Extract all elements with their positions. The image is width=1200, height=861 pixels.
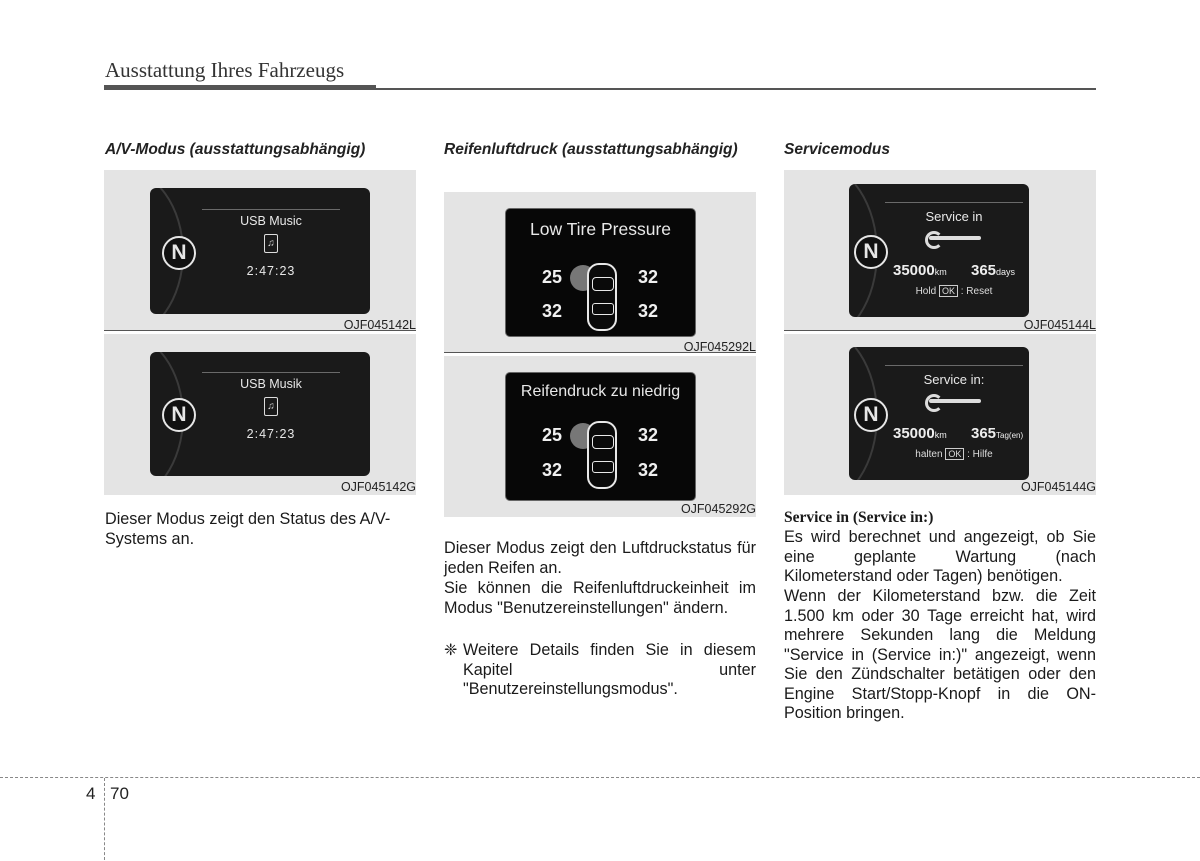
header-rule-thick: [104, 85, 376, 90]
tire-description-2: Sie können die Reifenluftdruckeinheit im Modus "Benutzereinstellungen" ändern.: [444, 579, 756, 617]
service-days: 365Tag(en): [971, 425, 1024, 442]
chapter-number: 4: [86, 784, 96, 803]
wrench-head: [925, 394, 943, 412]
note-symbol: ❈: [444, 641, 458, 659]
service-title: Service in: [925, 209, 983, 224]
header-rule-thin: [376, 88, 1096, 90]
tire-figure-2: [444, 356, 756, 517]
gear-indicator: N: [854, 235, 888, 269]
av-mode-description: Dieser Modus zeigt den Status des A/V-Systems an.: [105, 510, 391, 548]
car-top-view-icon: [587, 263, 617, 331]
tire-note: Weitere Details finden Sie in diesem Kapitel unter "Benutzereinstellungsmodus".: [463, 641, 756, 698]
cluster-display: [150, 352, 370, 476]
cluster-display: [849, 184, 1029, 317]
service-figure-1: [784, 170, 1096, 331]
figure-caption: OJF045142L: [343, 318, 416, 332]
tire-front-left: 25: [542, 425, 563, 445]
cluster-display: [150, 188, 370, 314]
service-description-2: Wenn der Kilometerstand bzw. die Zeit 1.500 km oder 30 Tage erreicht hat, wird mehrere Sekunden lang die Meldung "Service in (Service in:)" angezeigt, wenn Sie den Zündschalter betätigen oder den Engine Start/Stopp-Knopf in die ON-Position bringen.: [784, 587, 1096, 722]
service-subheading: Service in (Service in:): [784, 509, 934, 526]
tire-rear-right: 32: [638, 301, 659, 321]
service-figure-2: [784, 334, 1096, 495]
display-divider: [885, 365, 1023, 366]
figure-caption: OJF045144G: [1020, 480, 1096, 494]
service-days: 365days: [971, 262, 1016, 279]
av-figure-2: [104, 334, 416, 495]
usb-music-icon: ♫: [264, 397, 278, 416]
page-header-title: Ausstattung Ihres Fahrzeugs: [105, 58, 345, 82]
tire-front-left: 25: [542, 267, 563, 287]
service-hint: Hold OK : Reset: [915, 286, 993, 297]
display-divider: [202, 209, 340, 210]
warning-title: Reifendruck zu niedrig: [520, 383, 681, 400]
tire-pressure-display: [505, 208, 696, 337]
service-hint: halten OK : Hilfe: [915, 449, 993, 460]
service-title: Service in:: [923, 372, 985, 387]
warning-title: Low Tire Pressure: [529, 219, 672, 239]
display-divider: [202, 372, 340, 373]
source-label: USB Music: [240, 214, 302, 228]
tire-rear-left: 32: [542, 301, 563, 321]
footer-rule: [0, 777, 1200, 778]
tire-figure-1: [444, 192, 756, 353]
tire-rear-left: 32: [542, 460, 563, 480]
tire-rear-right: 32: [638, 460, 659, 480]
service-description-1: Es wird berechnet und angezeigt, ob Sie eine geplante Wartung (nach Kilometerstand oder Tagen) benötigen.: [784, 528, 1096, 585]
service-mode-heading: Servicemodus: [784, 141, 890, 158]
tire-description-1: Dieser Modus zeigt den Luftdruckstatus für jeden Reifen an.: [444, 539, 756, 577]
tire-pressure-heading: Reifenluftdruck (ausstattungsabhängig): [444, 141, 738, 158]
wrench-head: [925, 231, 943, 249]
tire-pressure-display: [505, 372, 696, 501]
footer-vertical-rule: [104, 778, 105, 860]
gear-indicator: N: [854, 398, 888, 432]
cluster-display: [849, 347, 1029, 480]
source-label: USB Musik: [240, 377, 302, 391]
figure-caption: OJF045292L: [683, 340, 756, 354]
figure-caption: OJF045292G: [680, 502, 756, 516]
playback-time: 2:47:23: [246, 427, 296, 441]
tire-front-right: 32: [638, 425, 659, 445]
figure-caption: OJF045142G: [340, 480, 416, 494]
usb-music-icon: ♫: [264, 234, 278, 253]
av-mode-heading: A/V-Modus (ausstattungsabhängig): [105, 141, 366, 158]
gear-indicator: N: [162, 398, 196, 432]
service-distance: 35000km: [893, 262, 947, 279]
page-number: 70: [110, 784, 129, 803]
service-distance: 35000km: [893, 425, 947, 442]
figure-caption: OJF045144L: [1023, 318, 1096, 332]
display-divider: [885, 202, 1023, 203]
tire-front-right: 32: [638, 267, 659, 287]
av-figure-1: [104, 170, 416, 331]
car-top-view-icon: [587, 421, 617, 489]
gear-indicator: N: [162, 236, 196, 270]
playback-time: 2:47:23: [246, 264, 296, 278]
